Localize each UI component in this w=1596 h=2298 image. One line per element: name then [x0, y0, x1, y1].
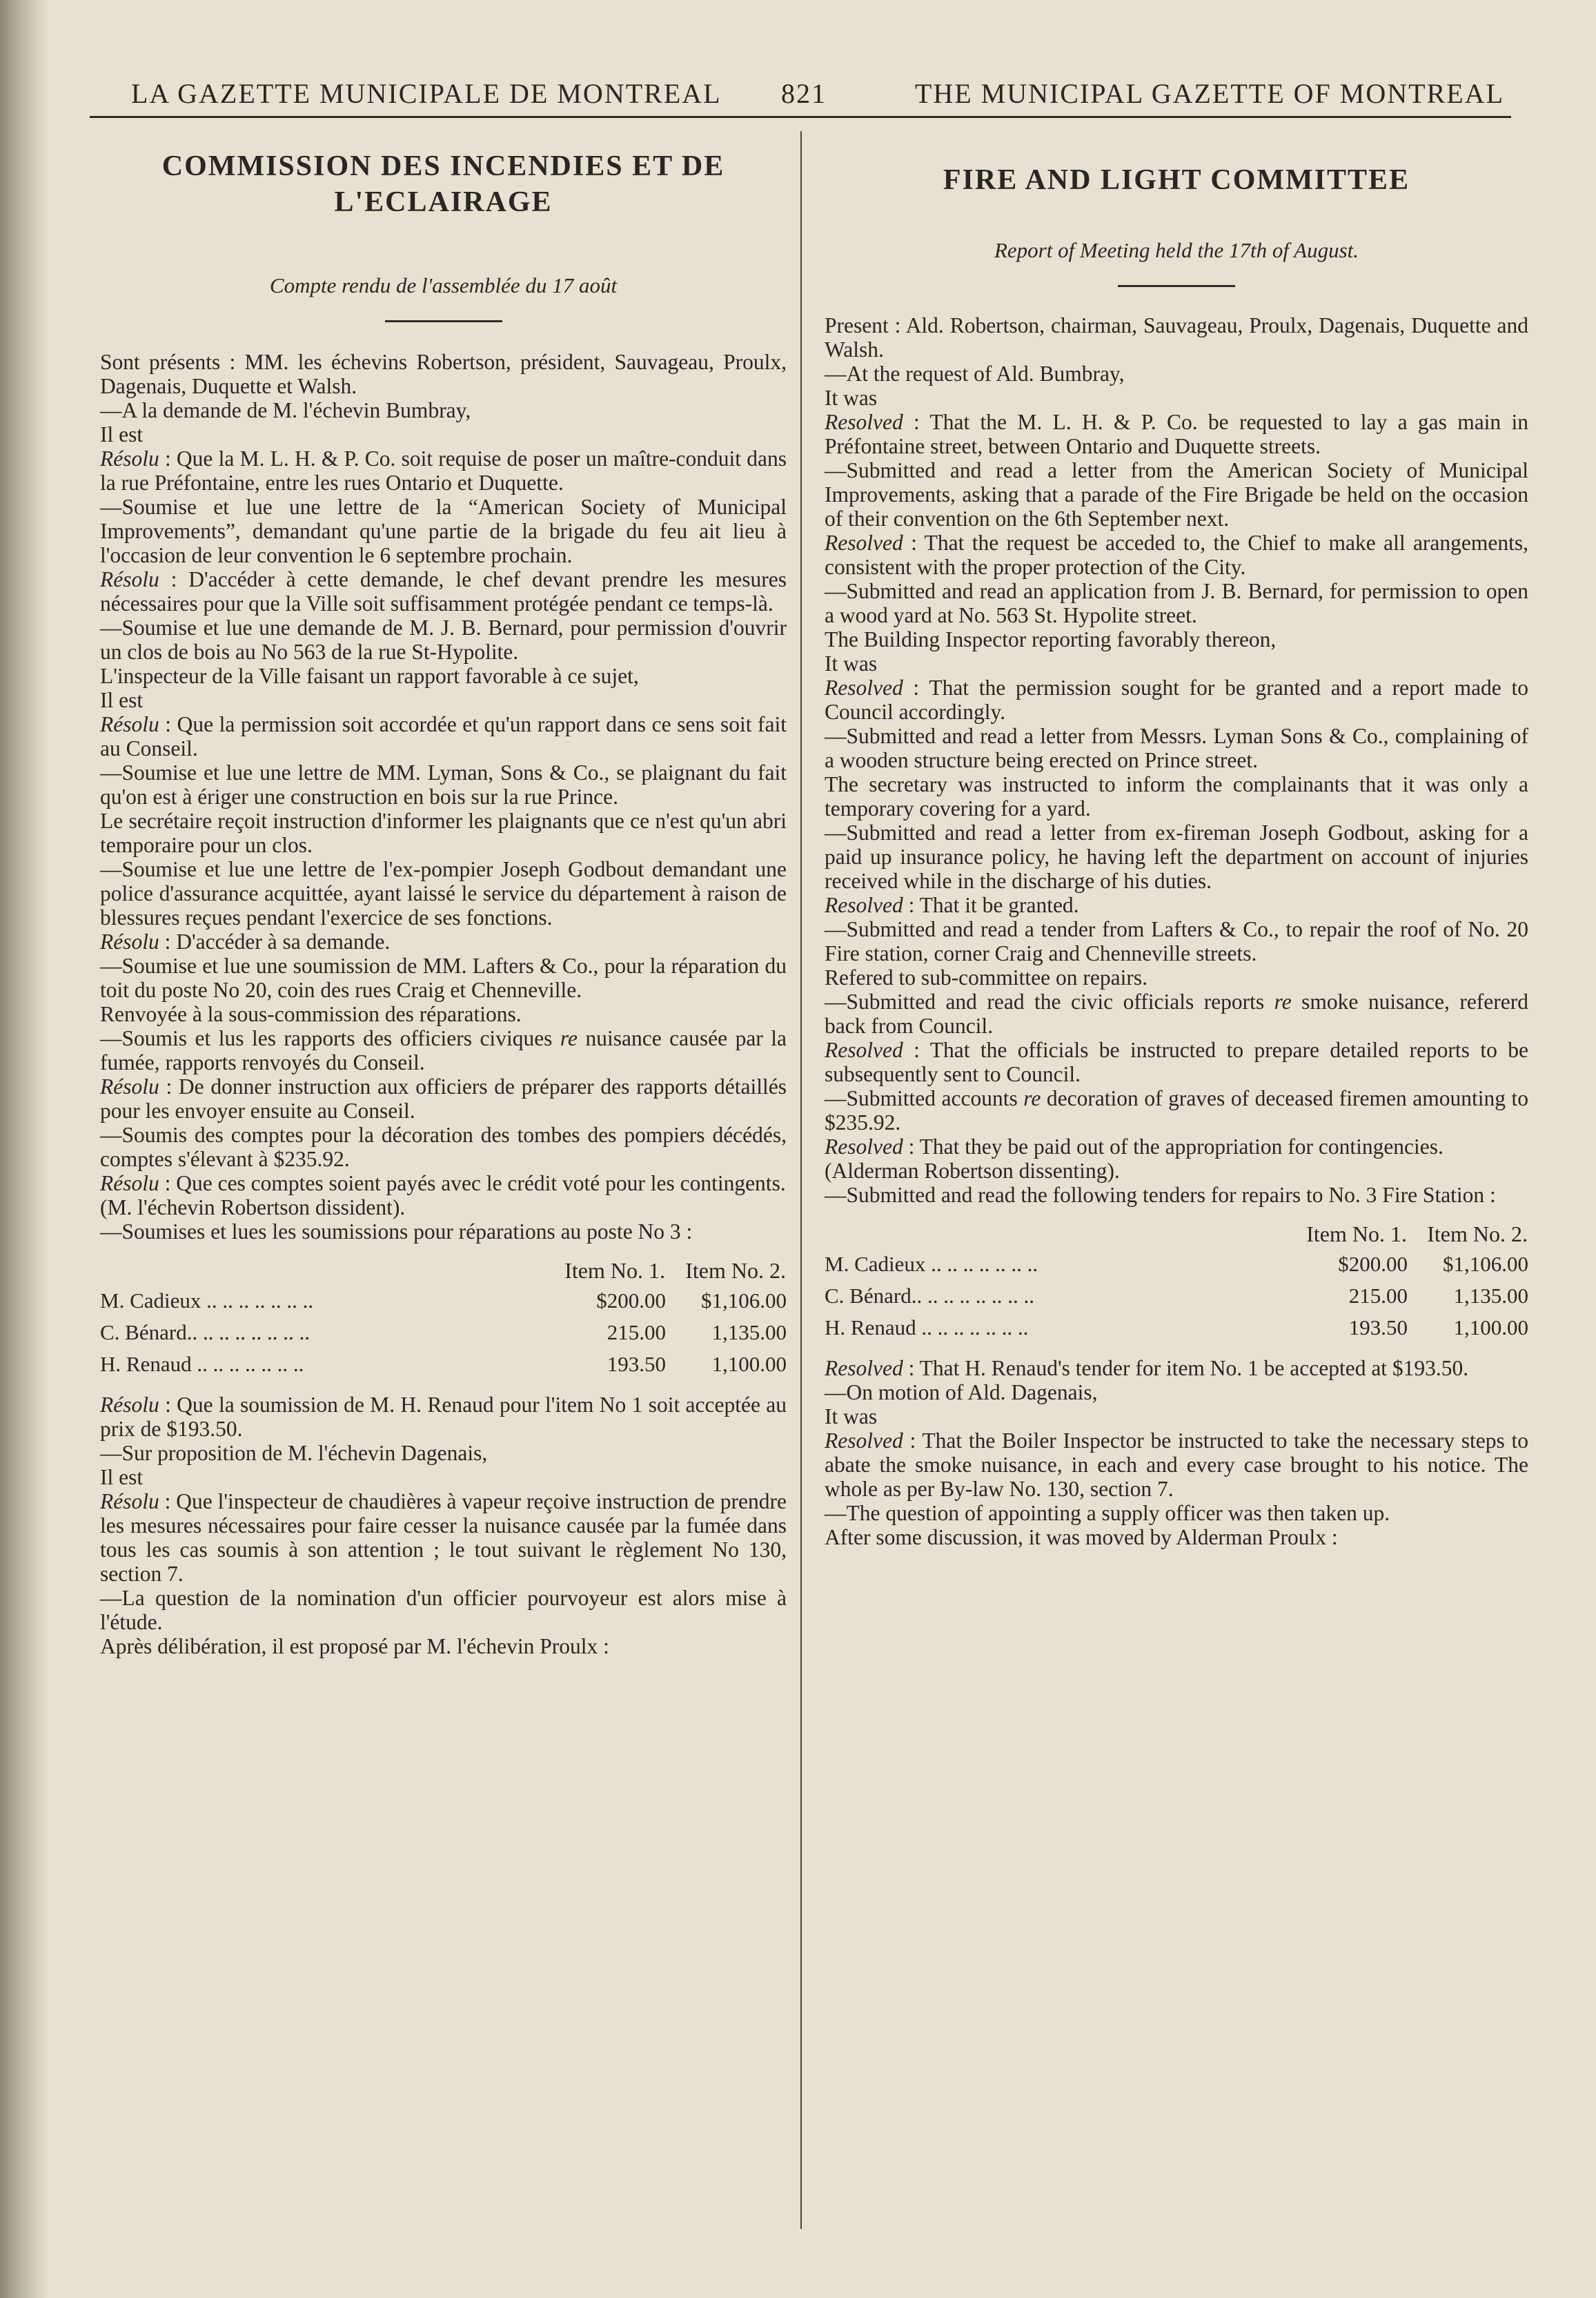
fr-paragraph: —Soumis des comptes pour la décoration des tombes des pompiers décédés, comptes s'élevant à $235.92. [100, 1123, 787, 1171]
header-rule [90, 116, 1511, 118]
tender-name: C. Bénard [825, 1284, 912, 1308]
en-paragraph: —Submitted and read an application from J. B. Bernard, for permission to open a wood yard at No. 563 St. Hypolite street. [825, 579, 1528, 627]
table-header-row [825, 1219, 1528, 1248]
en-resolved-label: Resolved [825, 1428, 903, 1453]
en-paragraph: —Submitted and read a letter from the American Society of Municipal Improvements, asking that a parade of the Fire Brigade be held on the occasion of their convention on the 6th September next. [825, 458, 1528, 531]
fr-resolution [100, 712, 787, 760]
fr-resolution-text: : D'accéder à cette demande, le chef devant prendre les mesures nécessaires pour que la Ville soit suffisamment protégée pendant ce temps-là. [100, 567, 787, 616]
en-resolution-text: : That it be granted. [903, 893, 1079, 917]
en-resolution [825, 531, 1528, 579]
fr-resolution-text: : De donner instruction aux officiers de préparer des rapports détaillés pour les envoyer ensuite au Conseil. [100, 1074, 787, 1123]
fr-resolu-label: Résolu [100, 1074, 159, 1099]
tender-item2: $1,106.00 [1443, 1252, 1528, 1276]
tender-item2: 1,100.00 [1453, 1315, 1528, 1339]
en-resolved-label: Resolved [825, 410, 903, 434]
tender-item1: 193.50 [1348, 1315, 1408, 1339]
en-paragraph: —On motion of Ald. Dagenais, [825, 1380, 1098, 1404]
en-resolution-text: : That the officials be instructed to prepare detailed reports to be subsequently sent to Council. [825, 1038, 1528, 1086]
tender-name: M. Cadieux [100, 1288, 201, 1313]
en-paragraph: —Submitted and read a letter from Messrs. Lyman Sons & Co., complaining of a wooden structure being erected on Prince street. [825, 724, 1528, 772]
en-paragraph [825, 1086, 1528, 1135]
table-row [100, 1348, 787, 1380]
en-it-was: It was [825, 386, 878, 410]
en-paragraph: —Submitted and read the following tenders for repairs to No. 3 Fire Station : [825, 1183, 1496, 1207]
en-paragraph: The Building Inspector reporting favorably thereon, [825, 627, 1277, 651]
french-section-title: COMMISSION DES INCENDIES ET DE L'ECLAIRAGE [161, 150, 725, 218]
fr-resolution-text: : Que l'inspecteur de chaudières à vapeur reçoive instruction de prendre les mesures nécessaires pour faire cesser la nuisance causée par la fumée dans tous les cas soumis à son attention ; le tout suivant le règlement No 130, section 7. [100, 1489, 787, 1586]
fr-resolu-label: Résolu [100, 446, 159, 471]
leader-dots: .. .. .. .. .. .. .. [925, 1252, 1038, 1276]
fr-request: —A la demande de M. l'échevin Bumbray, [100, 398, 471, 422]
table-row [100, 1317, 787, 1348]
fr-il-est: Il est [100, 422, 144, 446]
en-paragraph: (Alderman Robertson dissenting). [825, 1159, 1120, 1183]
en-paragraph: —Submitted and read a tender from Lafters & Co., to repair the roof of No. 20 Fire station, corner Craig and Chenneville streets. [825, 917, 1528, 965]
english-column [825, 148, 1528, 1549]
en-resolved-label: Resolved [825, 1135, 903, 1159]
tender-item1: 215.00 [607, 1320, 666, 1344]
fr-present: Sont présents : MM. les échevins Robertson, président, Sauvageau, Proulx, Dagenais, Duquette et Walsh. [100, 350, 787, 398]
fr-resolution [100, 446, 787, 495]
tender-item1: 193.50 [607, 1352, 666, 1376]
tender-item2: $1,106.00 [701, 1288, 787, 1313]
table-row [825, 1248, 1528, 1280]
en-request: —At the request of Ald. Bumbray, [825, 362, 1125, 386]
en-resolution [825, 1135, 1528, 1159]
col-item2-header: Item No. 2. [685, 1258, 786, 1283]
en-resolved-label: Resolved [825, 531, 903, 555]
fr-tenders-table [100, 1256, 787, 1380]
tender-name: C. Bénard [100, 1320, 187, 1344]
fr-paragraph: —Soumise et lue une lettre de la “American Society of Municipal Improvements”, demandant qu'une partie de la brigade du feu ait lieu à l'occasion de leur convention le 6 septembre prochain. [100, 495, 787, 567]
page-number: 821 [781, 78, 827, 109]
fr-paragraph: —La question de la nomination d'un officier pourvoyeur est alors mise à l'étude. [100, 1586, 787, 1634]
en-resolution-text: : That the request be acceded to, the Chief to make all arangements, consistent with the proper protection of the City. [825, 531, 1528, 579]
en-text: decoration of graves of deceased firemen amounting to $235.92. [825, 1086, 1528, 1135]
fr-text: nuisance causée par la fumée, rapports renvoyés du Conseil. [100, 1026, 787, 1074]
book-spine-shadow [0, 0, 48, 2298]
fr-resolution [100, 567, 787, 616]
leader-dots: .. .. .. .. .. .. .. [916, 1315, 1029, 1339]
fr-resolution [100, 1074, 787, 1123]
leader-dots: .. .. .. .. .. .. .. .. [911, 1284, 1034, 1308]
en-paragraph: After some discussion, it was moved by Alderman Proulx : [825, 1525, 1338, 1549]
fr-resolu-label: Résolu [100, 712, 159, 736]
en-re-italic: re [1023, 1086, 1041, 1110]
fr-resolution [100, 1171, 787, 1195]
fr-paragraph: (M. l'échevin Robertson dissident). [100, 1195, 406, 1219]
en-re-italic: re [1274, 990, 1292, 1014]
en-resolved-label: Resolved [825, 1038, 903, 1062]
fr-paragraph: Renvoyée à la sous-commission des réparations. [100, 1002, 522, 1026]
en-paragraph: Refered to sub-committee on repairs. [825, 965, 1147, 990]
page-header [131, 77, 1504, 119]
fr-resolu-label: Résolu [100, 1171, 159, 1195]
col-item2-header: Item No. 2. [1427, 1221, 1528, 1246]
table-row [825, 1280, 1528, 1312]
header-english-title: THE MUNICIPAL GAZETTE OF MONTREAL [914, 78, 1504, 109]
tender-item2: 1,135.00 [711, 1320, 787, 1344]
column-divider [800, 131, 802, 2229]
french-subtitle: Compte rendu de l'assemblée du 17 août [269, 273, 618, 297]
tender-name: M. Cadieux [825, 1252, 926, 1276]
fr-text: —Soumis et lus les rapports des officiers civiques [100, 1026, 560, 1050]
en-resolved-label: Resolved [825, 893, 903, 917]
en-paragraph: —The question of appointing a supply officer was then taken up. [825, 1501, 1390, 1525]
table-row [100, 1285, 787, 1317]
fr-resolution-text: : Que la soumission de M. H. Renaud pour l'item No 1 soit acceptée au prix de $193.50. [100, 1393, 787, 1441]
tender-item1: 215.00 [1348, 1284, 1408, 1308]
fr-resolution [100, 930, 787, 954]
fr-il-est: Il est [100, 1465, 144, 1489]
leader-dots: .. .. .. .. .. .. .. [191, 1352, 304, 1376]
en-resolution-text: : That the M. L. H. & P. Co. be requested to lay a gas main in Préfontaine street, between Ontario and Duquette streets. [825, 410, 1528, 458]
en-text: smoke nuisance, refererd back from Council. [825, 990, 1528, 1038]
col-item1-header: Item No. 1. [564, 1258, 665, 1283]
fr-paragraph: —Soumise et lue une soumission de MM. Lafters & Co., pour la réparation du toit du poste No 20, coin des rues Craig et Chenneville. [100, 954, 787, 1002]
leader-dots: .. .. .. .. .. .. .. .. [186, 1320, 310, 1344]
fr-resolution-text: : Que ces comptes soient payés avec le crédit voté pour les contingents. [159, 1171, 786, 1195]
fr-resolu-label: Résolu [100, 1393, 159, 1417]
en-resolution [825, 1356, 1528, 1380]
en-resolution [825, 1428, 1528, 1501]
french-column [100, 148, 787, 1658]
en-it-was: It was [825, 651, 878, 676]
en-resolution-text: : That they be paid out of the appropriation for contingencies. [903, 1135, 1444, 1159]
en-tenders-table [825, 1219, 1528, 1344]
en-resolved-label: Resolved [825, 1356, 903, 1380]
en-resolution-text: : That the permission sought for be granted and a report made to Council accordingly. [825, 676, 1528, 724]
en-text: —Submitted and read the civic officials reports [825, 990, 1274, 1014]
english-subtitle: Report of Meeting held the 17th of August. [994, 238, 1359, 262]
fr-resolu-label: Résolu [100, 567, 159, 591]
table-row [825, 1312, 1528, 1344]
header-french-title: LA GAZETTE MUNICIPALE DE MONTREAL [131, 78, 722, 109]
fr-paragraph: Le secrétaire reçoit instruction d'informer les plaignants que ce n'est qu'un abri temporaire pour un clos. [100, 809, 787, 857]
fr-paragraph: L'inspecteur de la Ville faisant un rapport favorable à ce sujet, [100, 664, 639, 688]
en-it-was: It was [825, 1404, 878, 1428]
en-resolved-label: Resolved [825, 676, 903, 700]
en-paragraph: —Submitted and read a letter from ex-fireman Joseph Godbout, asking for a paid up insurance policy, he having left the department on account of injuries received while in the discharge of his duties. [825, 821, 1528, 893]
fr-paragraph: —Sur proposition de M. l'échevin Dagenais, [100, 1441, 488, 1465]
en-paragraph: The secretary was instructed to inform the complainants that it was only a temporary covering for a yard. [825, 772, 1528, 821]
tender-item1: $200.00 [596, 1288, 666, 1313]
tender-item2: 1,135.00 [1453, 1284, 1528, 1308]
en-resolution [825, 676, 1528, 724]
en-resolution [825, 893, 1528, 917]
fr-paragraph [100, 1026, 787, 1074]
table-header-row [100, 1256, 787, 1285]
english-section-title: FIRE AND LIGHT COMMITTEE [943, 164, 1410, 196]
fr-resolu-label: Résolu [100, 930, 159, 954]
fr-paragraph: Après délibération, il est proposé par M. l'échevin Proulx : [100, 1634, 609, 1658]
fr-re-italic: re [560, 1026, 578, 1050]
en-paragraph [825, 990, 1528, 1038]
tender-name: H. Renaud [100, 1352, 192, 1376]
en-present: Present : Ald. Robertson, chairman, Sauvageau, Proulx, Dagenais, Duquette and Walsh. [825, 313, 1528, 362]
leader-dots: .. .. .. .. .. .. .. [201, 1288, 314, 1313]
fr-il-est: Il est [100, 688, 144, 712]
tender-name: H. Renaud [825, 1315, 916, 1339]
en-resolution [825, 1038, 1528, 1086]
en-text: —Submitted accounts [825, 1086, 1024, 1110]
en-resolution-text: : That the Boiler Inspector be instructed to take the necessary steps to abate the smoke nuisance, in each and every case brought to his notice. The whole as per By-law No. 130, section 7. [825, 1428, 1528, 1501]
fr-resolution-text: : D'accéder à sa demande. [159, 930, 391, 954]
fr-paragraph: —Soumise et lue une lettre de l'ex-pompier Joseph Godbout demandant une police d'assurance acquittée, ayant laissé le service du département à raison de blessures reçues pendant l'exercice de ses fonctions. [100, 857, 787, 930]
fr-resolution [100, 1393, 787, 1441]
fr-paragraph: —Soumise et lue une demande de M. J. B. Bernard, pour permission d'ouvrir un clos de bois au No 563 de la rue St-Hypolite. [100, 616, 787, 664]
fr-resolution-text: : Que la M. L. H. & P. Co. soit requise de poser un maître-conduit dans la rue Préfontaine, entre les rues Ontario et Duquette. [100, 446, 787, 495]
en-resolution-text: : That H. Renaud's tender for item No. 1 be accepted at $193.50. [903, 1356, 1469, 1380]
tender-item2: 1,100.00 [711, 1352, 787, 1376]
fr-resolution [100, 1489, 787, 1586]
fr-resolu-label: Résolu [100, 1489, 159, 1513]
tender-item1: $200.00 [1338, 1252, 1408, 1276]
col-item1-header: Item No. 1. [1306, 1221, 1407, 1246]
en-resolution [825, 410, 1528, 458]
fr-paragraph: —Soumise et lue une lettre de MM. Lyman, Sons & Co., se plaignant du fait qu'on est à ériger une construction en bois sur la rue Prince. [100, 760, 787, 809]
fr-paragraph: —Soumises et lues les soumissions pour réparations au poste No 3 : [100, 1219, 693, 1244]
fr-resolution-text: : Que la permission soit accordée et qu'un rapport dans ce sens soit fait au Conseil. [100, 712, 787, 760]
